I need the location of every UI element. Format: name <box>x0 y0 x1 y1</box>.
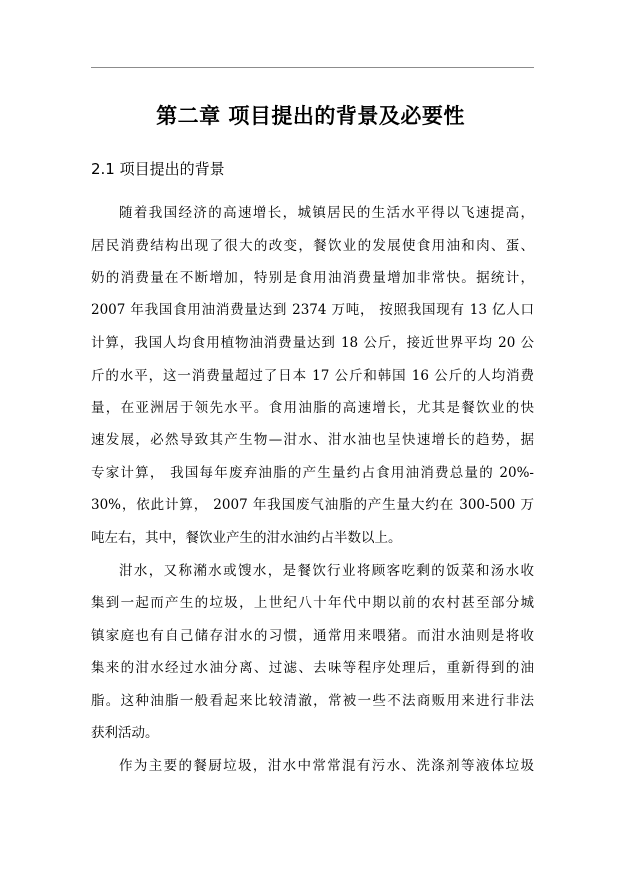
paragraph-1-line-10: 30%，依此计算， 2007 年我国废气油脂的产生量大约在 300-500 万 <box>91 497 534 513</box>
paragraph-1-line-1: 随着我国经济的高速增长，城镇居民的生活水平得以飞速提高， <box>119 205 534 221</box>
paragraph-1-line-11: 吨左右，其中，餐饮业产生的泔水油约占半数以上。 <box>91 530 402 546</box>
paragraph-1-line-3: 奶的消费量在不断增加，特别是食用油消费量增加非常快。据统计， <box>91 270 534 286</box>
section-heading: 2.1 项目提出的背景 <box>91 160 225 178</box>
paragraph-3-line-1: 作为主要的餐厨垃圾，泔水中常常混有污水、洗涤剂等液体垃圾 <box>119 758 534 774</box>
paragraph-1-line-7: 量，在亚洲居于领先水平。食用油脂的高速增长，尤其是餐饮业的快 <box>91 400 534 416</box>
paragraph-1-line-4: 2007 年我国食用油消费量达到 2374 万吨， 按照我国现有 13 亿人口 <box>91 302 534 318</box>
paragraph-2-line-1: 泔水，又称潲水或馊水，是餐饮行业将顾客吃剩的饭菜和汤水收 <box>119 563 534 579</box>
paragraph-1-line-2: 居民消费结构出现了很大的改变，餐饮业的发展使食用油和肉、蛋、 <box>91 238 534 254</box>
paragraph-2-line-4: 集来的泔水经过水油分离、过滤、去味等程序处理后，重新得到的油 <box>91 660 534 676</box>
paragraph-1-line-8: 速发展，必然导致其产生物—泔水、泔水油也呈快速增长的趋势，据 <box>91 432 534 448</box>
header-rule <box>91 67 534 68</box>
paragraph-2-line-3: 镇家庭也有自己储存泔水的习惯，通常用来喂猪。而泔水油则是将收 <box>91 628 534 644</box>
paragraph-1-line-6: 斤的水平，这一消费量超过了日本 17 公斤和韩国 16 公斤的人均消费 <box>91 368 534 384</box>
paragraph-2-line-6: 获利活动。 <box>91 725 159 741</box>
chapter-title: 第二章 项目提出的背景及必要性 <box>156 103 465 128</box>
paragraph-1-line-5: 计算，我国人均食用植物油消费量达到 18 公斤，接近世界平均 20 公 <box>91 335 534 351</box>
paragraph-2-line-5: 脂。这种油脂一般看起来比较清澈，常被一些不法商贩用来进行非法 <box>91 693 534 709</box>
paragraph-1-line-9: 专家计算， 我国每年废弃油脂的产生量约占食用油消费总量的 20%- <box>91 465 534 481</box>
paragraph-2-line-2: 集到一起而产生的垃圾，上世纪八十年代中期以前的农村甚至部分城 <box>91 595 534 611</box>
